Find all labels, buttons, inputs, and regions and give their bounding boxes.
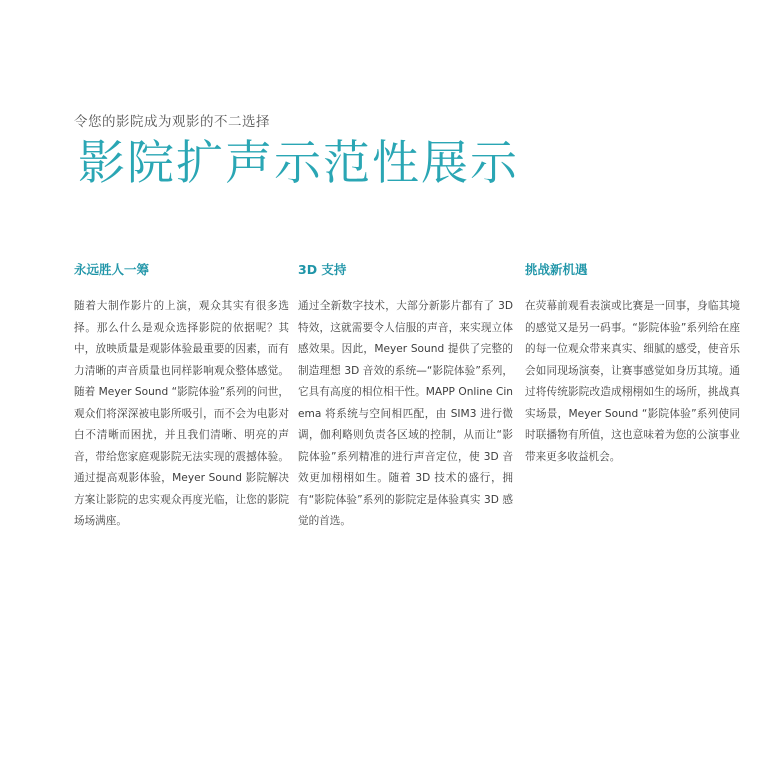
column-heading: 永远胜人一筹 [74, 262, 150, 277]
column-always-ahead [74, 261, 289, 533]
column-3d-support [298, 261, 513, 533]
column-heading: 挑战新机遇 [525, 262, 588, 277]
column-body: 随着大制作影片的上演，观众其实有很多选择。那么什么是观众选择影院的依据呢？其中，放映质量是观影体验最重要的因素，而有力清晰的声音质量也同样影响观众整体感觉。随着 Meyer Sound “影院体验”系列的问世，观众们将深深被电影所吸引，而不会为电影对白不清晰而困扰，并且我们清晰、明亮的声音，带给您家庭观影院无法实现的震撼体验。通过提高观影体验，Meyer Sound 影院解决方案让影院的忠实观众再度光临，让您的影院场场满座。 [74, 300, 289, 527]
column-heading: 3D 支持 [298, 262, 347, 277]
column-body: 在荧幕前观看表演或比赛是一回事，身临其境的感觉又是另一码事。“影院体验”系列给在座的每一位观众带来真实、细腻的感受，使音乐会如同现场演奏，让赛事感觉如身历其境。通过将传统影院改造成栩栩如生的场所，挑战真实场景，Meyer Sound “影院体验”系列使同时联播物有所值，这也意味着为您的公演事业带来更多收益机会。 [525, 300, 740, 463]
column-body: 通过全新数字技术，大部分新影片都有了 3D 特效，这就需要令人信服的声音，来实现立体感效果。因此，Meyer Sound 提供了完整的制造理想 3D 音效的系统—“影院体验”系列，它具有高度的相位相干性。MAPP Online Cinema 将系统与空间相匹配，由 SIM3 进行微调，伽利略则负责各区域的控制，从而让“影院体验”系列精准的进行声音定位，使 3D 音效更加栩栩如生。随着 3D 技术的盛行，拥有“影院体验”系列的影院定是体验真实 3D 感觉的首选。 [298, 300, 513, 527]
column-new-opportunities [525, 261, 740, 468]
page-title: 影院扩声示范性展示 [78, 136, 519, 191]
page-subtitle: 令您的影院成为观影的不二选择 [74, 114, 270, 130]
